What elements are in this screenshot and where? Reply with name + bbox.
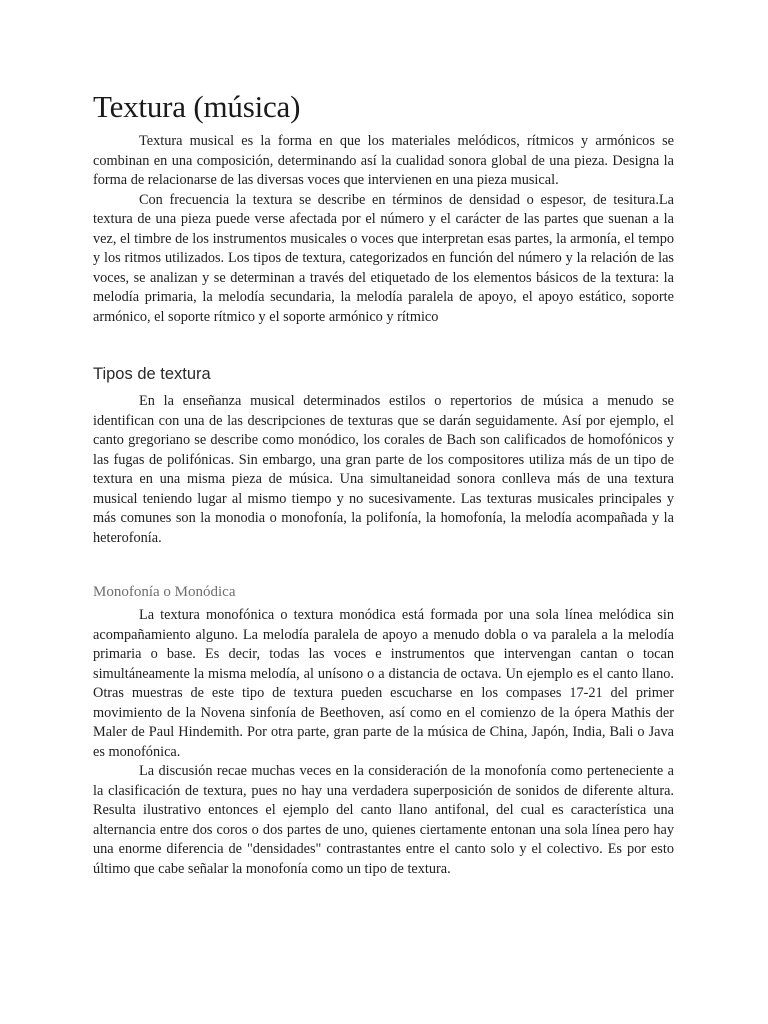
intro-paragraph-1: Textura musical es la forma en que los materiales melódicos, rítmicos y armónicos se combinan en una composición, determinando así la cualidad sonora global de una pieza. Designa la forma de relacionarse de las diversas voces que intervienen en una pieza musical. [93,133,674,188]
monofonia-paragraph-1: La textura monofónica o textura monódica está formada por una sola línea melódica sin acompañamiento alguno. La melodía paralela de apoyo a menudo dobla o va paralela a la melodía primaria o base. Es decir, todas las voces e instrumentos que intervengan cantan o tocan simultáneamente la misma melodía, al unísono o a distancia de octava. Un ejemplo es el canto llano. Otras muestras de este tipo de textura pueden escucharse en los compases 17-21 del primer movimiento de la Novena sinfonía de Beethoven, así como en el comienzo de la ópera Mathis der Maler de Paul Hindemith. Por otra parte, gran parte de la música de China, Japón, India, Bali o Java es monofónica. [93,607,674,760]
section-heading-monofonia: Monofonía o Monódica [93,584,236,600]
page-title: Textura (música) [93,89,301,124]
document-page [93,88,674,879]
section-heading-tipos: Tipos de textura [93,365,211,383]
tipos-paragraph-1: En la enseñanza musical determinados estilos o repertorios de música a menudo se identifican con una de las descripciones de texturas que se darán seguidamente. Así por ejemplo, el canto gregoriano se describe como monódico, los corales de Bach son calificados de homofónicos y las fugas de polifónicas. Sin embargo, una gran parte de los compositores utiliza más de un tipo de textura en una misma pieza de música. Una simultaneidad sonora conlleva más de una textura musical teniendo lugar al mismo tiempo y no sucesivamente. Las texturas musicales principales y más comunes son la monodia o monofonía, la polifonía, la homofonía, la melodía acompañada y la heterofonía. [93,393,674,546]
intro-paragraph-2: Con frecuencia la textura se describe en términos de densidad o espesor, de tesitura.La textura de una pieza puede verse afectada por el número y el carácter de las partes que suenan a la vez, el timbre de los instrumentos musicales o voces que interpretan esas partes, la armonía, el tempo y los ritmos utilizados. Los tipos de textura, categorizados en función del número y la relación de las voces, se analizan y se determinan a través del etiquetado de los elementos básicos de la textura: la melodía primaria, la melodía secundaria, la melodía paralela de apoyo, el apoyo estático, soporte armónico, el soporte rítmico y el soporte armónico y rítmico [93,191,674,325]
monofonia-paragraph-2: La discusión recae muchas veces en la consideración de la monofonía como perteneciente a la clasificación de textura, pues no hay una verdadera superposición de sonidos de diferente altura. Resulta ilustrativo entonces el ejemplo del canto llano antifonal, del cual es característica una alternancia entre dos coros o dos partes de uno, quienes ciertamente entonan una sola línea pero hay una enorme diferencia de "densidades" contrastantes entre el canto solo y el colectivo. Es por esto último que cabe señalar la monofonía como un tipo de textura. [93,763,674,877]
